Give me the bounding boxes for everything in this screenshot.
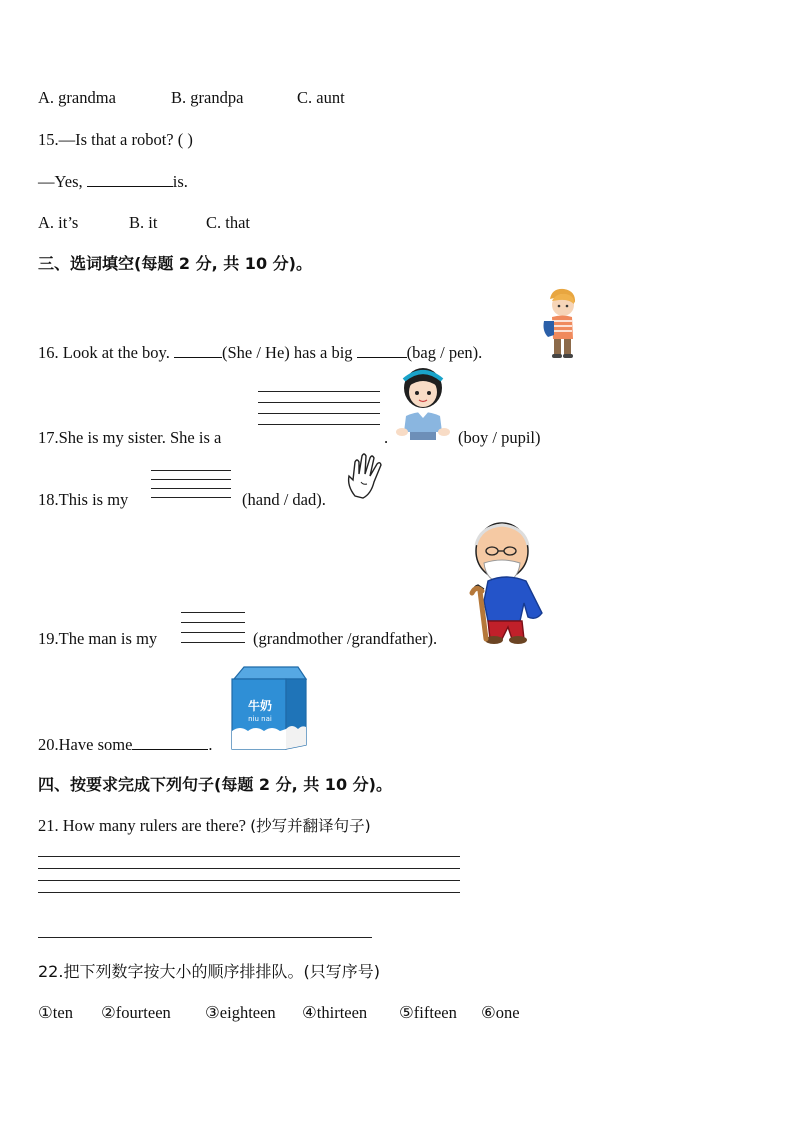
section-4-title: 四、按要求完成下列句子(每题 2 分, 共 10 分)。 <box>38 775 392 794</box>
q16-part1: 16. Look at the boy. <box>38 343 174 362</box>
q19-text: 19.The man is my <box>38 629 158 648</box>
section-3-title: 三、选词填空(每题 2 分, 共 10 分)。 <box>38 254 312 273</box>
q18-options: (hand / dad). <box>242 490 326 509</box>
q19-options: (grandmother /grandfather). <box>253 629 438 648</box>
q20-line <box>38 734 213 755</box>
q22-item: ③eighteen <box>205 1003 276 1022</box>
q15-option-b: B. it <box>129 213 158 232</box>
q18-text: 18.This is my <box>38 490 129 509</box>
q15-answer-prefix: —Yes, <box>38 172 87 191</box>
q14-option-b: B. grandpa <box>171 88 244 107</box>
q16-blank-2[interactable] <box>357 342 407 358</box>
q21-instruction: (抄写并翻译句子) <box>250 817 371 835</box>
q15-blank[interactable] <box>87 171 173 187</box>
milk-carton-pinyin: niu nai <box>248 715 272 723</box>
q22-items <box>38 1003 520 1023</box>
grandfather-icon <box>466 521 548 645</box>
boy-with-backpack-icon <box>542 287 580 359</box>
q15-option-a: A. it’s <box>38 213 79 232</box>
milk-carton-icon <box>228 665 308 751</box>
q16-part3: (bag / pen). <box>406 343 483 362</box>
q17-period: . <box>384 428 389 447</box>
hand-icon <box>343 452 389 500</box>
q20-text: 20.Have some <box>38 735 133 754</box>
q20-blank[interactable] <box>132 734 208 750</box>
q14-option-c: C. aunt <box>297 88 345 107</box>
q21-question: 21. How many rulers are there? <box>38 816 251 835</box>
q17-options: (boy / pupil) <box>458 428 541 447</box>
q15-answer-line <box>38 171 188 192</box>
q15-question: 15.—Is that a robot? ( ) <box>38 130 193 149</box>
q22-item: ①ten <box>38 1003 73 1022</box>
q22-item: ⑥one <box>481 1003 520 1022</box>
q15-options <box>38 213 250 233</box>
q22-item: ⑤fifteen <box>399 1003 457 1022</box>
q16-line <box>38 342 482 363</box>
q15-answer-suffix: is. <box>172 172 188 191</box>
q20-period: . <box>208 735 213 754</box>
milk-carton-label: 牛奶 <box>247 699 272 713</box>
q14-option-a: A. grandma <box>38 88 116 107</box>
q22-question: 22.把下列数字按大小的顺序排排队。(只写序号) <box>38 962 380 981</box>
q14-options <box>38 88 345 108</box>
q15-option-c: C. that <box>206 213 250 232</box>
q21-line <box>38 816 371 836</box>
q22-item: ②fourteen <box>101 1003 171 1022</box>
q16-blank-1[interactable] <box>174 342 222 358</box>
girl-icon <box>396 366 450 444</box>
q17-text: 17.She is my sister. She is a <box>38 428 222 447</box>
q22-item: ④thirteen <box>302 1003 368 1022</box>
q16-part2: (She / He) has a big <box>221 343 357 362</box>
